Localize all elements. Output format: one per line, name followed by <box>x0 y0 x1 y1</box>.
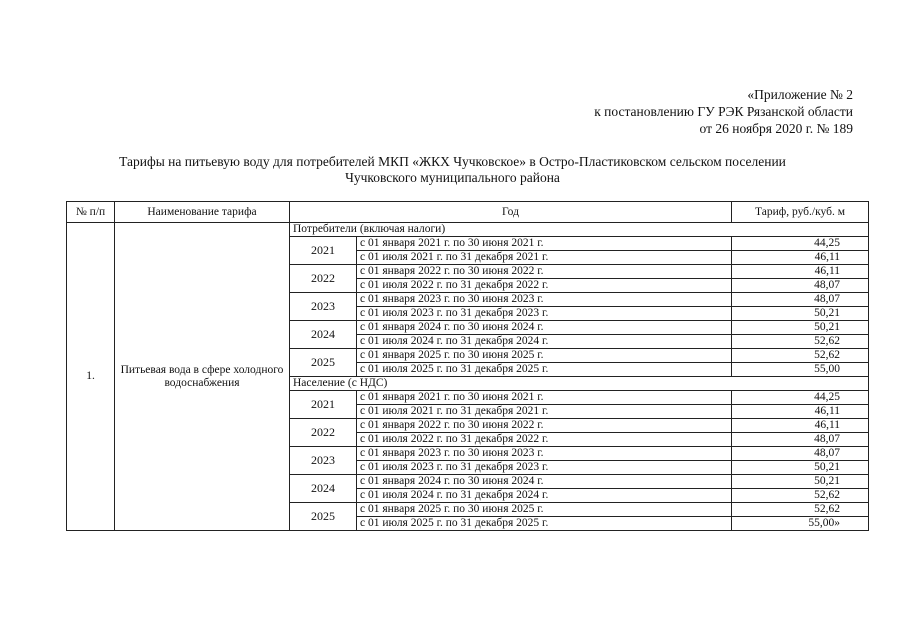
period-cell: с 01 января 2022 г. по 30 июня 2022 г. <box>357 265 732 279</box>
year-cell: 2022 <box>290 265 357 293</box>
period-cell: с 01 января 2023 г. по 30 июня 2023 г. <box>357 447 732 461</box>
title-line-2: Чучковского муниципального района <box>345 170 560 185</box>
document-title <box>0 154 905 186</box>
year-cell: 2025 <box>290 349 357 377</box>
year-cell: 2022 <box>290 419 357 447</box>
period-cell: с 01 января 2021 г. по 30 июня 2021 г. <box>357 391 732 405</box>
rate-cell: 52,62 <box>732 335 869 349</box>
period-cell: с 01 января 2021 г. по 30 июня 2021 г. <box>357 237 732 251</box>
rate-cell: 55,00» <box>732 517 869 531</box>
period-cell: с 01 июля 2022 г. по 31 декабря 2022 г. <box>357 279 732 293</box>
period-cell: с 01 июля 2025 г. по 31 декабря 2025 г. <box>357 517 732 531</box>
period-cell: с 01 января 2024 г. по 30 июня 2024 г. <box>357 321 732 335</box>
period-cell: с 01 июля 2025 г. по 31 декабря 2025 г. <box>357 363 732 377</box>
rate-cell: 52,62 <box>732 489 869 503</box>
period-cell: с 01 января 2025 г. по 30 июня 2025 г. <box>357 503 732 517</box>
rate-cell: 48,07 <box>732 447 869 461</box>
period-cell: с 01 июля 2024 г. по 31 декабря 2024 г. <box>357 335 732 349</box>
period-cell: с 01 января 2025 г. по 30 июня 2025 г. <box>357 349 732 363</box>
rate-cell: 44,25 <box>732 237 869 251</box>
group-label: Население (с НДС) <box>290 377 869 391</box>
year-cell: 2023 <box>290 447 357 475</box>
period-cell: с 01 января 2024 г. по 30 июня 2024 г. <box>357 475 732 489</box>
table-header-row <box>67 202 869 223</box>
tariff-table <box>66 201 869 531</box>
appendix-line-1: «Приложение № 2 <box>747 87 853 102</box>
period-cell: с 01 января 2023 г. по 30 июня 2023 г. <box>357 293 732 307</box>
period-cell: с 01 января 2022 г. по 30 июня 2022 г. <box>357 419 732 433</box>
appendix-line-3: от 26 ноября 2020 г. № 189 <box>699 121 853 136</box>
rate-cell: 46,11 <box>732 265 869 279</box>
period-cell: с 01 июля 2023 г. по 31 декабря 2023 г. <box>357 461 732 475</box>
header-name: Наименование тарифа <box>115 202 290 223</box>
header-num: № п/п <box>67 202 115 223</box>
rate-cell: 50,21 <box>732 461 869 475</box>
rate-cell: 44,25 <box>732 391 869 405</box>
rate-cell: 52,62 <box>732 503 869 517</box>
year-cell: 2023 <box>290 293 357 321</box>
group-label: Потребители (включая налоги) <box>290 223 869 237</box>
rate-cell: 50,21 <box>732 321 869 335</box>
appendix-line-2: к постановлению ГУ РЭК Рязанской области <box>594 104 853 119</box>
period-cell: с 01 июля 2021 г. по 31 декабря 2021 г. <box>357 405 732 419</box>
rate-cell: 55,00 <box>732 363 869 377</box>
rate-cell: 46,11 <box>732 419 869 433</box>
title-line-1: Тарифы на питьевую воду для потребителей МКП «ЖКХ Чучковское» в Остро-Пластиковском сельском поселении <box>119 154 786 169</box>
period-cell: с 01 июля 2024 г. по 31 декабря 2024 г. <box>357 489 732 503</box>
rate-cell: 52,62 <box>732 349 869 363</box>
year-cell: 2024 <box>290 321 357 349</box>
row-number: 1. <box>67 223 115 531</box>
header-rate: Тариф, руб./куб. м <box>732 202 869 223</box>
header-year: Год <box>290 202 732 223</box>
rate-cell: 50,21 <box>732 307 869 321</box>
year-cell: 2025 <box>290 503 357 531</box>
rate-cell: 46,11 <box>732 405 869 419</box>
period-cell: с 01 июля 2021 г. по 31 декабря 2021 г. <box>357 251 732 265</box>
year-cell: 2024 <box>290 475 357 503</box>
year-cell: 2021 <box>290 391 357 419</box>
period-cell: с 01 июля 2023 г. по 31 декабря 2023 г. <box>357 307 732 321</box>
tariff-name: Питьевая вода в сфере холодного водоснабжения <box>115 223 290 531</box>
rate-cell: 48,07 <box>732 293 869 307</box>
appendix-header <box>594 86 853 137</box>
rate-cell: 46,11 <box>732 251 869 265</box>
rate-cell: 48,07 <box>732 433 869 447</box>
rate-cell: 48,07 <box>732 279 869 293</box>
period-cell: с 01 июля 2022 г. по 31 декабря 2022 г. <box>357 433 732 447</box>
rate-cell: 50,21 <box>732 475 869 489</box>
group-row <box>67 223 869 237</box>
table-body <box>67 223 869 531</box>
year-cell: 2021 <box>290 237 357 265</box>
